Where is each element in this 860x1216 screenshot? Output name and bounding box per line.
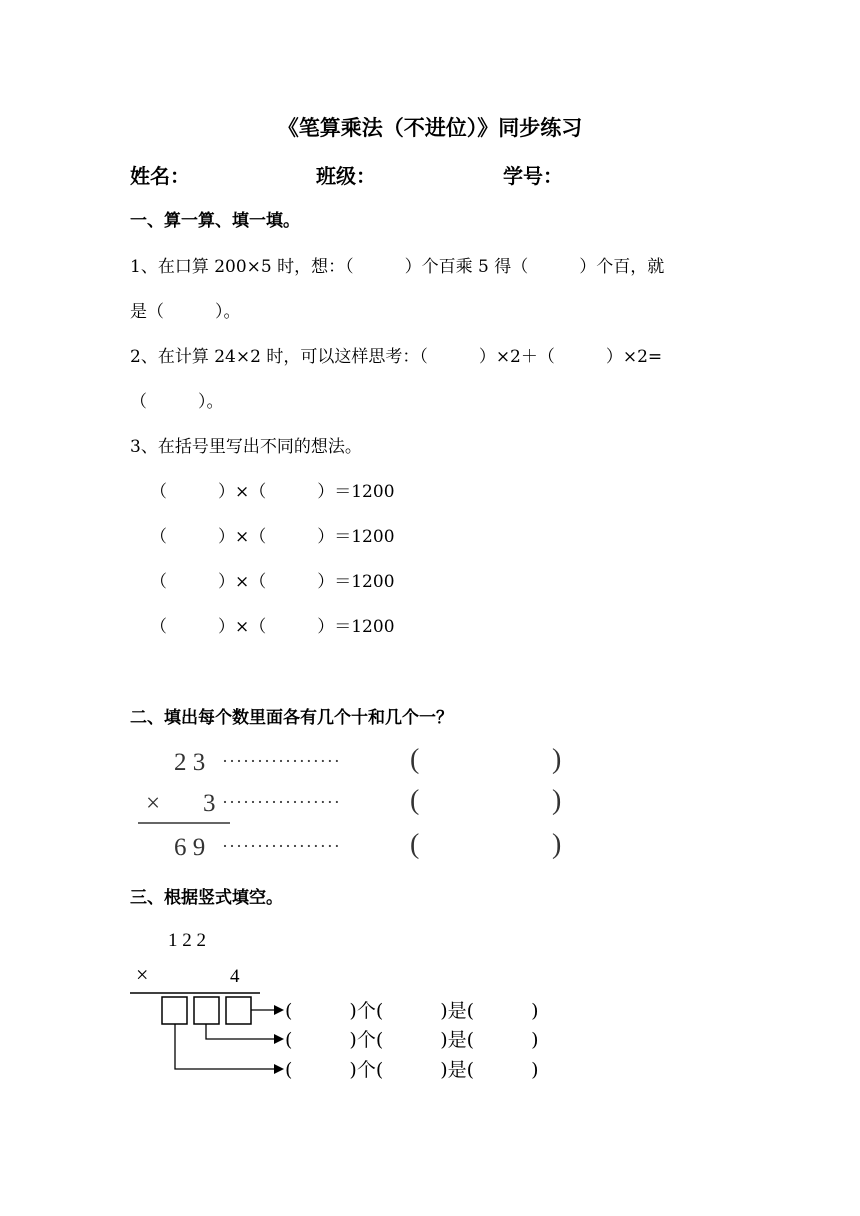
equation-row-2: （ ）×（ ）＝1200 xyxy=(150,527,395,547)
arrow-2-head xyxy=(274,1034,284,1044)
question2-line1: 2、在计算 24×2 时，可以这样思考：（ ）×2＋（ ）×2= xyxy=(130,347,663,367)
row3-close-paren: ) xyxy=(552,829,562,860)
row3-open-paren: ( xyxy=(410,829,420,860)
question1-line1: 1、在口算 200×5 时，想：（ ）个百乘 5 得（ ）个百，就 xyxy=(130,257,665,277)
answer-box-ones xyxy=(226,997,251,1024)
equation-row-1: （ ）×（ ）＝1200 xyxy=(150,482,395,502)
question3: 3、在括号里写出不同的想法。 xyxy=(130,437,362,457)
row1-dots: ················· xyxy=(222,751,341,771)
row2-dots: ················· xyxy=(222,792,341,812)
question1-line2: 是（ ）。 xyxy=(130,302,241,322)
answer-line-2: ( )个( )是( ) xyxy=(285,1029,539,1051)
arrow-3-line xyxy=(175,1024,274,1069)
row2-times-sign: × xyxy=(146,790,161,817)
times-sign: × xyxy=(136,962,149,987)
section3-heading: 三、根据竖式填空。 xyxy=(130,888,283,908)
row1-digits: 2 3 xyxy=(174,749,206,776)
answer-box-hundreds xyxy=(162,997,187,1024)
multiplicand-digits: 1 2 2 xyxy=(168,930,206,951)
equation-row-4: （ ）×（ ）＝1200 xyxy=(150,617,395,637)
answer-line-1: ( )个( )是( ) xyxy=(285,1000,539,1022)
row2-digits: 3 xyxy=(203,790,216,817)
answer-line-3: ( )个( )是( ) xyxy=(285,1059,539,1081)
arrow-1-head xyxy=(274,1005,284,1015)
section2-heading: 二、填出每个数里面各有几个十和几个一？ xyxy=(130,708,453,728)
question2-line2: （ ）。 xyxy=(130,392,224,412)
arrow-2-line xyxy=(206,1024,274,1039)
row1-open-paren: ( xyxy=(410,744,420,775)
row2-open-paren: ( xyxy=(410,785,420,816)
name-label: 姓名： xyxy=(130,164,190,188)
multiplier-digit: 4 xyxy=(230,966,240,987)
row1-close-paren: ) xyxy=(552,744,562,775)
answer-box-tens xyxy=(194,997,219,1024)
student-id-label: 学号： xyxy=(503,164,563,188)
section1-heading: 一、算一算、填一填。 xyxy=(130,211,300,231)
page-title: 《笔算乘法（不进位）》同步练习 xyxy=(277,116,583,140)
equation-row-3: （ ）×（ ）＝1200 xyxy=(150,572,395,592)
row3-dots: ················· xyxy=(222,836,341,856)
section2-multiplication-figure xyxy=(138,744,561,861)
row2-close-paren: ) xyxy=(552,785,562,816)
arrow-3-head xyxy=(274,1064,284,1074)
row3-digits: 6 9 xyxy=(174,834,206,861)
section3-multiplication-figure xyxy=(130,930,538,1081)
class-label: 班级： xyxy=(316,164,376,188)
